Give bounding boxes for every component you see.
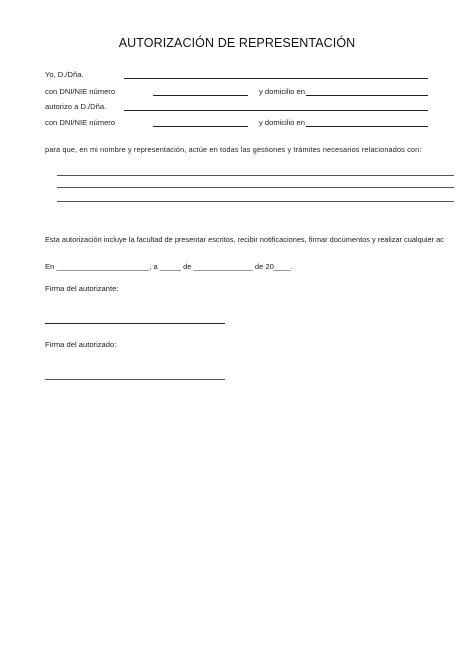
domicilio-label-grantor: y domicilio en (259, 87, 306, 96)
document-title: AUTORIZACIÓN DE REPRESENTACIÓN (118, 36, 356, 50)
purpose-line-3[interactable] (57, 201, 454, 202)
grantor-address-field[interactable] (306, 95, 428, 96)
grantee-dni-field[interactable] (153, 126, 248, 127)
grantor-name-field[interactable] (124, 78, 428, 79)
grantee-name-field[interactable] (124, 110, 428, 111)
dni-label-grantor: con DNI/NIE número (45, 87, 116, 96)
yo-label: Yo, D./Dña. (45, 70, 84, 79)
grantor-dni-field[interactable] (153, 95, 248, 96)
grantee-address-field[interactable] (306, 126, 428, 127)
dni-label-grantee: con DNI/NIE número (45, 118, 116, 127)
autorizante-signature-line[interactable] (45, 323, 225, 324)
autorizado-signature-line[interactable] (45, 379, 225, 380)
autorizante-signature-label: Firma del autorizante: (45, 284, 119, 293)
autorizo-label: autorizo a D./Dña. (45, 102, 107, 111)
place-date-line[interactable]: En ______________________, a _____ de ______________ de 20____. (45, 262, 293, 271)
autorizado-signature-label: Firma del autorizado: (45, 340, 117, 349)
domicilio-label-grantee: y domicilio en (259, 118, 306, 127)
purpose-line-2[interactable] (57, 187, 454, 188)
purpose-text: para que, en mi nombre y representación, actúe en todas las gestiones y trámites necesarios relacionados con: (45, 145, 422, 154)
purpose-line-1[interactable] (57, 175, 454, 176)
scope-text: Esta autorización incluye la facultad de presentar escritos, recibir notificaciones, firmar documentos y realizar cualquier ac (45, 235, 444, 244)
